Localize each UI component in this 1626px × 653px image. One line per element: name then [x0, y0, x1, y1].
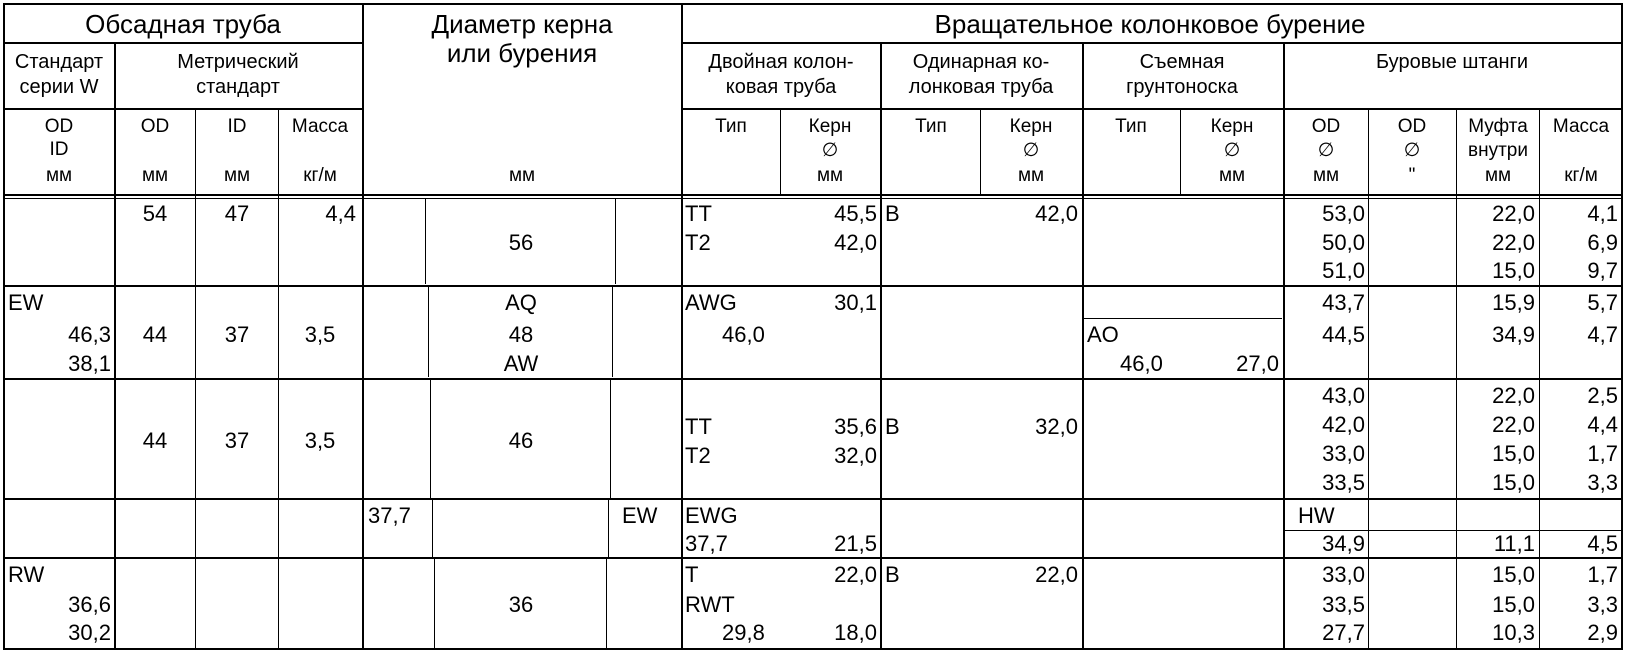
cell-core-left: 37,7	[368, 503, 411, 528]
cell-rod-mass: 3,3	[1587, 470, 1618, 495]
cell-rod-coupling: 15,0	[1492, 562, 1535, 587]
rod-coupling-label: Муфта	[1468, 116, 1528, 137]
cell-rod-od: 42,0	[1322, 412, 1365, 437]
cell-rod-coupling: 22,0	[1492, 412, 1535, 437]
cell-dbl-type: T	[685, 562, 699, 587]
double-tube-header-2: ковая труба	[725, 76, 837, 98]
cell-rod-od: 27,7	[1322, 620, 1365, 645]
cell-dbl-type: TT	[685, 414, 712, 439]
metric-header-1: Метрический	[177, 51, 299, 73]
cell-core: 56	[508, 230, 534, 255]
dbl-core-label: Керн	[808, 116, 852, 137]
rotary-drilling-header: Вращательное колонковое бурение	[934, 9, 1366, 39]
single-tube-header-1: Одинарная ко-	[912, 51, 1050, 73]
cell-w-label: RW	[8, 562, 45, 587]
cell-rod-od: 43,0	[1322, 383, 1365, 408]
cell-rod-coupling: 15,0	[1492, 592, 1535, 617]
cell-dbl-type: AWG	[685, 290, 737, 315]
cell-dbl-type: T2	[685, 443, 711, 468]
wireline-header-1: Съемная	[1139, 51, 1225, 73]
cell-rod-mass: 4,1	[1587, 201, 1618, 226]
cell-m-id: 47	[224, 201, 250, 226]
cell-m-od: 54	[142, 201, 168, 226]
cell-rod-od: 33,5	[1322, 592, 1365, 617]
cell-dbl-core: 30,1	[834, 290, 877, 315]
cell-sgl-core: 32,0	[1035, 414, 1078, 439]
m-od-unit: мм	[141, 165, 169, 186]
wl-core-label: Керн	[1210, 116, 1254, 137]
cell-core: 48	[508, 322, 534, 347]
cell-w-od: 36,6	[68, 592, 111, 617]
wl-core-unit: мм	[1218, 165, 1246, 186]
rod-od-in-label: OD	[1397, 116, 1427, 137]
cell-rod-mass: 4,7	[1587, 322, 1618, 347]
cell-dbl-type2: RWT	[685, 592, 735, 617]
cell-rod-coupling: 10,3	[1492, 620, 1535, 645]
wireline-header-2: грунтоноска	[1126, 76, 1238, 98]
cell-rod-coupling: 15,9	[1492, 290, 1535, 315]
cell-dbl-core: 42,0	[834, 230, 877, 255]
rod-od-mm-label: OD	[1311, 116, 1341, 137]
cell-rod-mass: 1,7	[1587, 441, 1618, 466]
cell-rod-mass: 2,9	[1587, 620, 1618, 645]
cell-rod-od: 34,9	[1322, 531, 1365, 556]
dbl-type-label: Тип	[715, 116, 747, 137]
cell-rod-mass: 3,3	[1587, 592, 1618, 617]
cell-rod-coupling: 22,0	[1492, 201, 1535, 226]
cell-w-od: 46,3	[68, 322, 111, 347]
rod-od-in-unit: "	[1408, 165, 1416, 186]
rod-od-mm-symbol: ∅	[1317, 140, 1335, 161]
cell-rod-coupling: 15,0	[1492, 470, 1535, 495]
cell-m-id: 37	[224, 428, 250, 453]
cell-rod-coupling: 22,0	[1492, 383, 1535, 408]
cell-rod-od: 43,7	[1322, 290, 1365, 315]
cell-m-id: 37	[224, 322, 250, 347]
wl-type-label: Тип	[1115, 116, 1147, 137]
sgl-type-label: Тип	[915, 116, 947, 137]
cell-wl-od: 46,0	[1120, 351, 1163, 376]
casing-header: Обсадная труба	[85, 9, 281, 39]
cell-sgl-core: 22,0	[1035, 562, 1078, 587]
rod-mass-unit: кг/м	[1564, 165, 1598, 186]
w-series-header-2: серии W	[19, 76, 99, 98]
cell-rod-mass: 4,4	[1587, 412, 1618, 437]
cell-m-mass: 4,4	[325, 201, 356, 226]
cell-rod-mass: 5,7	[1587, 290, 1618, 315]
cell-dbl-type: EWG	[685, 503, 738, 528]
cell-sgl-type: B	[885, 201, 900, 226]
cell-rod-mass: 2,5	[1587, 383, 1618, 408]
rod-coupling-label2: внутри	[1468, 140, 1528, 161]
cell-core-aq: AQ	[505, 290, 537, 315]
metric-header-2: стандарт	[196, 76, 280, 98]
cell-m-mass: 3,5	[304, 322, 336, 347]
m-mass-unit: кг/м	[303, 165, 337, 186]
rod-od-in-symbol: ∅	[1403, 140, 1421, 161]
cell-m-od: 44	[142, 322, 168, 347]
cell-dbl-type: T2	[685, 230, 711, 255]
wl-core-symbol: ∅	[1223, 140, 1241, 161]
cell-rod-od: 44,5	[1322, 322, 1365, 347]
m-id-label: ID	[227, 116, 247, 137]
dbl-core-symbol: ∅	[821, 140, 839, 161]
cell-core: 36	[508, 592, 534, 617]
m-id-unit: мм	[223, 165, 251, 186]
cell-core: 46	[508, 428, 534, 453]
cell-rod-coupling: 15,0	[1492, 258, 1535, 283]
cell-dbl-od: 46,0	[722, 322, 765, 347]
dbl-core-unit: мм	[816, 165, 844, 186]
cell-wl-type: AO	[1087, 322, 1119, 347]
cell-dbl-core: 35,6	[834, 414, 877, 439]
cell-dbl-core: 21,5	[834, 531, 877, 556]
cell-m-mass: 3,5	[304, 428, 336, 453]
cell-rod-coupling: 34,9	[1492, 322, 1535, 347]
cell-rod-mass: 1,7	[1587, 562, 1618, 587]
rod-od-mm-unit: мм	[1312, 165, 1340, 186]
cell-dbl-type: TT	[685, 201, 712, 226]
cell-rod-mass: 4,5	[1587, 531, 1618, 556]
cell-w-id: 30,2	[68, 620, 111, 645]
cell-dbl-core2: 18,0	[834, 620, 877, 645]
w-id-label: ID	[49, 139, 69, 160]
cell-rod-od: 33,0	[1322, 562, 1365, 587]
core-diameter-header-line2: или бурения	[446, 38, 598, 68]
cell-rod-od: 33,5	[1322, 470, 1365, 495]
core-diameter-header-line1: Диаметр керна	[431, 9, 613, 39]
cell-rod-od: 50,0	[1322, 230, 1365, 255]
double-tube-header-1: Двойная колон-	[708, 51, 854, 73]
w-series-header-1: Стандарт	[14, 51, 104, 73]
sgl-core-label: Керн	[1009, 116, 1053, 137]
cell-rod-od: 33,0	[1322, 441, 1365, 466]
sgl-core-unit: мм	[1017, 165, 1045, 186]
cell-dbl-od: 37,7	[685, 531, 728, 556]
m-mass-label: Масса	[291, 116, 349, 137]
cell-rod-od: 51,0	[1322, 258, 1365, 283]
cell-m-od: 44	[142, 428, 168, 453]
w-unit-label: мм	[45, 165, 73, 186]
cell-dbl-core: 45,5	[834, 201, 877, 226]
sgl-core-symbol: ∅	[1022, 140, 1040, 161]
cell-sgl-type: B	[885, 414, 900, 439]
m-od-label: OD	[140, 116, 170, 137]
rod-coupling-unit: мм	[1484, 165, 1512, 186]
cell-rod-mass: 9,7	[1587, 258, 1618, 283]
w-od-label: OD	[44, 116, 74, 137]
cell-rod-od: 53,0	[1322, 201, 1365, 226]
drill-rods-header: Буровые штанги	[1375, 51, 1529, 73]
cell-core-right: EW	[622, 503, 658, 528]
cell-wl-core: 27,0	[1236, 351, 1279, 376]
cell-dbl-core: 22,0	[834, 562, 877, 587]
cell-rod-coupling: 11,1	[1493, 531, 1535, 556]
single-tube-header-2: лонковая труба	[908, 76, 1054, 98]
cell-rod-label: HW	[1298, 503, 1335, 528]
rod-mass-label: Масса	[1552, 116, 1610, 137]
cell-core-aw: AW	[503, 351, 539, 376]
core-unit: мм	[508, 165, 536, 186]
cell-dbl-od: 29,8	[722, 620, 765, 645]
cell-rod-coupling: 22,0	[1492, 230, 1535, 255]
cell-dbl-core: 32,0	[834, 443, 877, 468]
cell-sgl-core: 42,0	[1035, 201, 1078, 226]
cell-w-id: 38,1	[68, 351, 111, 376]
cell-rod-coupling: 15,0	[1492, 441, 1535, 466]
cell-w-label: EW	[8, 290, 44, 315]
cell-sgl-type: B	[885, 562, 900, 587]
cell-rod-mass: 6,9	[1587, 230, 1618, 255]
